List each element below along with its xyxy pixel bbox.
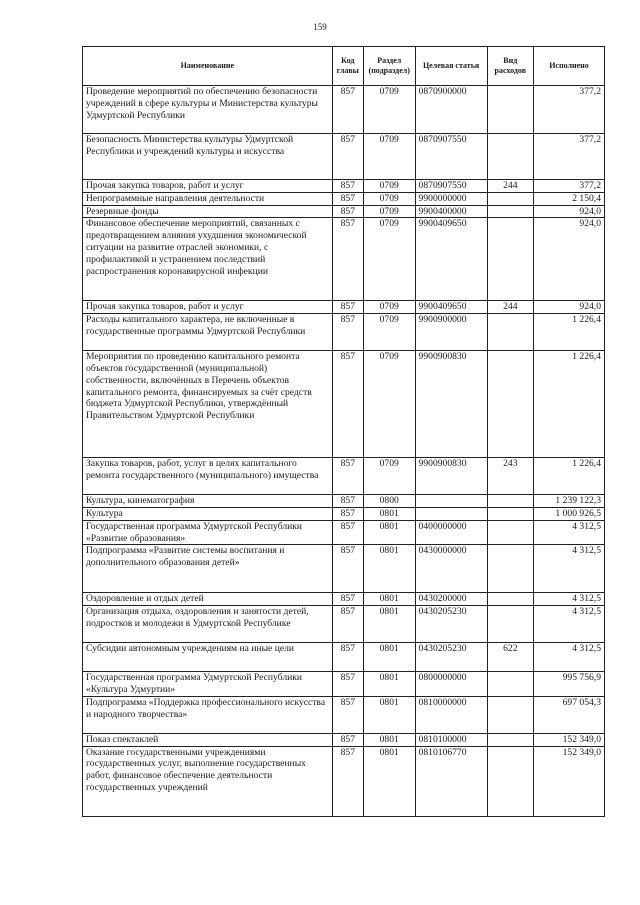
cell-target: 0810100000: [415, 733, 487, 746]
cell-kind: [487, 192, 533, 205]
cell-section: 0709: [363, 180, 415, 193]
cell-kind: [487, 86, 533, 134]
cell-code: 857: [332, 545, 363, 593]
cell-name: Культура: [83, 507, 333, 520]
cell-section: 0801: [363, 696, 415, 733]
table-row: [83, 180, 605, 193]
cell-execution: 995 756,9: [533, 672, 604, 697]
cell-code: 857: [332, 86, 363, 134]
cell-name: Расходы капитального характера, не включенные в государственные программы Удмуртской Республики: [83, 314, 333, 351]
table-row: [83, 495, 605, 508]
cell-kind: [487, 606, 533, 643]
cell-name: Организация отдыха, оздоровления и занятости детей, подростков и молодежи в Удмуртской Республике: [83, 606, 333, 643]
table-row: [83, 733, 605, 746]
cell-section: 0709: [363, 192, 415, 205]
cell-name: Подпрограмма «Развитие системы воспитания и дополнительного образования детей»: [83, 545, 333, 593]
table-row: [83, 520, 605, 545]
cell-code: 857: [332, 593, 363, 606]
cell-target: 0810000000: [415, 696, 487, 733]
cell-target: 0870907550: [415, 134, 487, 180]
cell-section: 0709: [363, 205, 415, 218]
cell-execution: 924,0: [533, 205, 604, 218]
cell-section: 0709: [363, 314, 415, 351]
cell-execution: 377,2: [533, 134, 604, 180]
cell-section: 0801: [363, 606, 415, 643]
cell-kind: 243: [487, 458, 533, 495]
header-name: Наименование: [83, 47, 333, 86]
table-row: [83, 507, 605, 520]
header-section: Раздел (подраздел): [363, 47, 415, 86]
cell-kind: [487, 218, 533, 301]
cell-kind: [487, 696, 533, 733]
cell-target: 9900900000: [415, 314, 487, 351]
cell-kind: [487, 134, 533, 180]
cell-code: 857: [332, 643, 363, 672]
cell-target: 0430000000: [415, 545, 487, 593]
page-number: 159: [313, 22, 327, 32]
table-row: [83, 351, 605, 458]
cell-code: 857: [332, 507, 363, 520]
cell-code: 857: [332, 606, 363, 643]
cell-code: 857: [332, 351, 363, 458]
cell-kind: [487, 314, 533, 351]
cell-section: 0801: [363, 507, 415, 520]
table-row: [83, 205, 605, 218]
cell-kind: [487, 351, 533, 458]
cell-section: 0801: [363, 643, 415, 672]
cell-code: 857: [332, 192, 363, 205]
table-row: [83, 696, 605, 733]
cell-section: 0709: [363, 86, 415, 134]
cell-kind: [487, 520, 533, 545]
cell-target: 9900900830: [415, 351, 487, 458]
header-code: Код главы: [332, 47, 363, 86]
cell-section: 0801: [363, 593, 415, 606]
cell-kind: [487, 495, 533, 508]
cell-execution: 1 226,4: [533, 458, 604, 495]
cell-code: 857: [332, 746, 363, 816]
cell-execution: 924,0: [533, 218, 604, 301]
header-kind: Вид расходов: [487, 47, 533, 86]
cell-kind: 244: [487, 301, 533, 314]
cell-section: 0709: [363, 134, 415, 180]
cell-target: 0430205230: [415, 606, 487, 643]
cell-execution: 1 226,4: [533, 351, 604, 458]
cell-target: 9900409650: [415, 301, 487, 314]
cell-kind: [487, 672, 533, 697]
cell-execution: 1 226,4: [533, 314, 604, 351]
table-row: [83, 192, 605, 205]
cell-name: Прочая закупка товаров, работ и услуг: [83, 180, 333, 193]
cell-code: 857: [332, 495, 363, 508]
cell-name: Государственная программа Удмуртской Республики «Культура Удмуртии»: [83, 672, 333, 697]
cell-target: 0800000000: [415, 672, 487, 697]
cell-section: 0801: [363, 545, 415, 593]
table-row: [83, 545, 605, 593]
table-row: [83, 458, 605, 495]
header-execution: Исполнено: [533, 47, 604, 86]
table-row: [83, 672, 605, 697]
cell-section: 0801: [363, 672, 415, 697]
table-row: [83, 301, 605, 314]
cell-kind: [487, 593, 533, 606]
cell-name: Безопасность Министерства культуры Удмуртской Республики и учреждений культуры и искусства: [83, 134, 333, 180]
cell-target: 0430205230: [415, 643, 487, 672]
table-header-row: [83, 47, 605, 86]
cell-code: 857: [332, 672, 363, 697]
cell-kind: 622: [487, 643, 533, 672]
cell-code: 857: [332, 696, 363, 733]
cell-code: 857: [332, 301, 363, 314]
cell-name: Непрограммные направления деятельности: [83, 192, 333, 205]
table-row: [83, 593, 605, 606]
cell-section: 0709: [363, 218, 415, 301]
cell-name: Подпрограмма «Поддержка профессионального искусства и народного творчества»: [83, 696, 333, 733]
cell-execution: 924,0: [533, 301, 604, 314]
cell-target: 9900000000: [415, 192, 487, 205]
cell-section: 0801: [363, 733, 415, 746]
budget-execution-table: [82, 46, 605, 817]
header-target: Целевая статья: [415, 47, 487, 86]
table-row: [83, 134, 605, 180]
cell-target: 0870900000: [415, 86, 487, 134]
cell-target: 9900900830: [415, 458, 487, 495]
cell-name: Проведение мероприятий по обеспечению безопасности учреждений в сфере культуры и Министерства культуры Удмуртской Республики: [83, 86, 333, 134]
cell-kind: 244: [487, 180, 533, 193]
cell-execution: 377,2: [533, 180, 604, 193]
cell-section: 0801: [363, 746, 415, 816]
cell-name: Показ спектаклей: [83, 733, 333, 746]
cell-code: 857: [332, 134, 363, 180]
cell-target: 0400000000: [415, 520, 487, 545]
table-body: [83, 86, 605, 817]
cell-name: Государственная программа Удмуртской Республики «Развитие образования»: [83, 520, 333, 545]
cell-section: 0709: [363, 458, 415, 495]
cell-execution: 697 054,3: [533, 696, 604, 733]
cell-code: 857: [332, 314, 363, 351]
cell-execution: 4 312,5: [533, 520, 604, 545]
cell-code: 857: [332, 458, 363, 495]
cell-execution: 2 150,4: [533, 192, 604, 205]
cell-execution: 4 312,5: [533, 593, 604, 606]
cell-kind: [487, 733, 533, 746]
cell-name: Субсидии автономным учреждениям на иные цели: [83, 643, 333, 672]
cell-name: Оказание государственными учреждениями государственных услуг, выполнение государственных работ, финансовое обеспечение деятельности государственных учреждений: [83, 746, 333, 816]
cell-execution: 4 312,5: [533, 545, 604, 593]
table-row: [83, 746, 605, 816]
cell-name: Прочая закупка товаров, работ и услуг: [83, 301, 333, 314]
table-row: [83, 314, 605, 351]
cell-name: Оздоровление и отдых детей: [83, 593, 333, 606]
cell-code: 857: [332, 733, 363, 746]
cell-target: [415, 507, 487, 520]
table-row: [83, 606, 605, 643]
cell-code: 857: [332, 180, 363, 193]
cell-target: 0430200000: [415, 593, 487, 606]
cell-kind: [487, 545, 533, 593]
cell-section: 0800: [363, 495, 415, 508]
cell-execution: 152 349,0: [533, 733, 604, 746]
cell-code: 857: [332, 520, 363, 545]
cell-code: 857: [332, 205, 363, 218]
cell-kind: [487, 746, 533, 816]
table-row: [83, 86, 605, 134]
cell-execution: 4 312,5: [533, 643, 604, 672]
cell-target: 9900400000: [415, 205, 487, 218]
cell-target: 9900409650: [415, 218, 487, 301]
table-row: [83, 218, 605, 301]
cell-name: Резервные фонды: [83, 205, 333, 218]
cell-target: [415, 495, 487, 508]
cell-kind: [487, 507, 533, 520]
cell-kind: [487, 205, 533, 218]
cell-section: 0709: [363, 301, 415, 314]
cell-execution: 152 349,0: [533, 746, 604, 816]
cell-section: 0709: [363, 351, 415, 458]
cell-section: 0801: [363, 520, 415, 545]
cell-name: Культура, кинематография: [83, 495, 333, 508]
cell-name: Мероприятия по проведению капитального ремонта объектов государственной (муниципальной) собственности, включённых в Перечень объектов капитального ремонта, финансируемых за счёт средств бюджета Удмуртской Республики, утверждённый Правительством Удмуртской Республики: [83, 351, 333, 458]
cell-target: 0870907550: [415, 180, 487, 193]
cell-code: 857: [332, 218, 363, 301]
cell-execution: 1 239 122,3: [533, 495, 604, 508]
cell-target: 0810106770: [415, 746, 487, 816]
cell-execution: 377,2: [533, 86, 604, 134]
cell-name: Финансовое обеспечение мероприятий, связанных с предотвращением влияния ухудшения экономической ситуации на развитие отраслей экономики, с профилактикой и устранением последствий распространения коронавирусной инфекции: [83, 218, 333, 301]
cell-execution: 1 000 926,5: [533, 507, 604, 520]
table-row: [83, 643, 605, 672]
cell-execution: 4 312,5: [533, 606, 604, 643]
cell-name: Закупка товаров, работ, услуг в целях капитального ремонта государственного (муниципального) имущества: [83, 458, 333, 495]
